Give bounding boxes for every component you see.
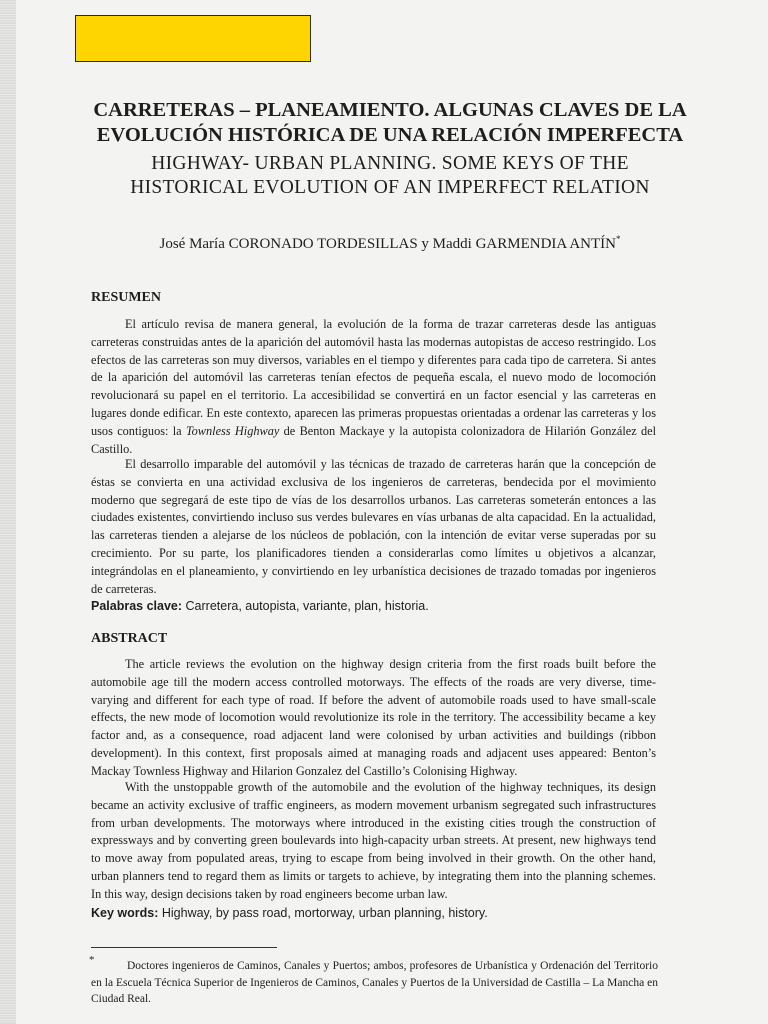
- resumen-p1-text: El artículo revisa de manera general, la evolución de la forma de trazar carreteras desde las antiguas carreteras construidas antes de la aparición del automóvil hasta las modernas autopistas de acceso restringido. Los efectos de las carreteras son muy diversos, variables en el tiempo y diferentes para cada tipo de carretera. Si antes de la aparición del automóvil las carreteras tenían efectos de pequeña escala, el nuevo modo de locomoción revolucionará su papel en el territorio. La accesibilidad se convertirá en un factor esencial y las carreteras en lugares donde edificar. En este contexto, aparecen las primeras propuestas orientadas a ordenar las carreteras y los usos contiguos: la: [91, 317, 656, 438]
- title-english-line-1: HIGHWAY- URBAN PLANNING. SOME KEYS OF THE: [151, 153, 629, 174]
- title-english-line-2: HISTORICAL EVOLUTION OF AN IMPERFECT RELATION: [130, 177, 650, 198]
- resumen-p1-italic: Townless Highway: [185, 423, 280, 438]
- abstract-keywords: [91, 906, 661, 920]
- abstract-paragraph-2: With the unstoppable growth of the automobile and the evolution of the highway techniques, its design became an activity exclusive of traffic engineers, as modern movement urbanism segregated such infrastructures from urban developments. The motorways where introduced in the existing cities trough the construction of expressways and by converting green boulevards into high-capacity urban streets. At present, new highways tend to move away from populated areas, trying to escape from being involved in their growth. On the other hand, urban planners tend to regard them as limits or targets to achieve, by integrating them into the planning schemes. In this way, design decisions taken by road engineers become urban law.: [91, 780, 656, 901]
- title-spanish: [40, 98, 740, 148]
- author-names: José María CORONADO TORDESILLAS y Maddi GARMENDIA ANTÍN: [159, 236, 617, 252]
- scan-edge-artifact: [0, 0, 16, 1024]
- abstract-paragraph-1: The article reviews the evolution on the highway design criteria from the first roads built before the automobile age till the modern access controlled motorways. The effects of the roads are very diverse, time-varying and different for each type of road. If before the advent of automobile roads used to have small-scale effects, the new mode of locomotion would revolutionize its role in the territory. The accessibility became a key factor and, as a consequence, road adjacent land were colonised by urban activities and buildings (ribbon development). In this context, first proposals aimed at managing roads and adjacent uses appeared: Benton’s Mackay Townless Highway and Hilarion Gonzalez del Castillo’s Colonising Highway.: [91, 657, 656, 778]
- footnote-rule: [91, 947, 277, 948]
- footnote: [89, 954, 658, 1008]
- resumen-paragraph-1: [91, 316, 656, 458]
- resumen-keywords-label: Palabras clave:: [91, 599, 183, 613]
- footnote-text: Doctores ingenieros de Caminos, Canales y Puertos; ambos, profesores de Urbanística y Ordenación del Territorio en la Escuela Técnica Superior de Ingenieros de Caminos, Canales y Puertos de la Universidad de Castilla – La Mancha en Ciudad Real.: [91, 960, 658, 1005]
- author-footnote-mark: *: [616, 234, 621, 244]
- title-english: [40, 152, 740, 200]
- title-spanish-line-2: EVOLUCIÓN HISTÓRICA DE UNA RELACIÓN IMPERFECTA: [96, 124, 684, 146]
- footnote-mark: *: [89, 954, 95, 966]
- abstract-keywords-list: Highway, by pass road, mortorway, urban planning, history.: [158, 906, 488, 920]
- highlight-box: [75, 15, 311, 62]
- authors: [40, 234, 740, 253]
- resumen-paragraph-2: El desarrollo imparable del automóvil y las técnicas de trazado de carreteras harán que la concepción de éstas se convierta en una actividad exclusiva de los ingenieros de carreteras, bendecida por el movimiento moderno que segregará de este tipo de vías de los desarrollos urbanos. Las carreteras someterán entonces a las ciudades existentes, convirtiendo incluso sus verdes bulevares en vías urbanas de alta capacidad. En la actualidad, las carreteras tienden a alejarse de los núcleos de población, con la intención de evitar verse superadas por su crecimiento. Por su parte, los planificadores tienden a considerarlas como límites u objetivos a alcanzar, integrándolas en el planeamiento, y convirtiendo en ley urbanística decisiones de trazado tomadas por ingenieros de carreteras.: [91, 457, 656, 596]
- resumen-keywords-list: Carretera, autopista, variante, plan, historia.: [182, 599, 429, 613]
- resumen-heading: RESUMEN: [91, 290, 162, 305]
- resumen-keywords: [91, 599, 661, 613]
- abstract-keywords-label: Key words:: [91, 906, 159, 920]
- title-spanish-line-1: CARRETERAS – PLANEAMIENTO. ALGUNAS CLAVES DE LA: [93, 99, 687, 121]
- resumen-p1-text-end: de Benton Mackaye y la autopista colonizadora de Hilarión González del Castillo.: [91, 423, 656, 456]
- abstract-heading: ABSTRACT: [91, 631, 168, 646]
